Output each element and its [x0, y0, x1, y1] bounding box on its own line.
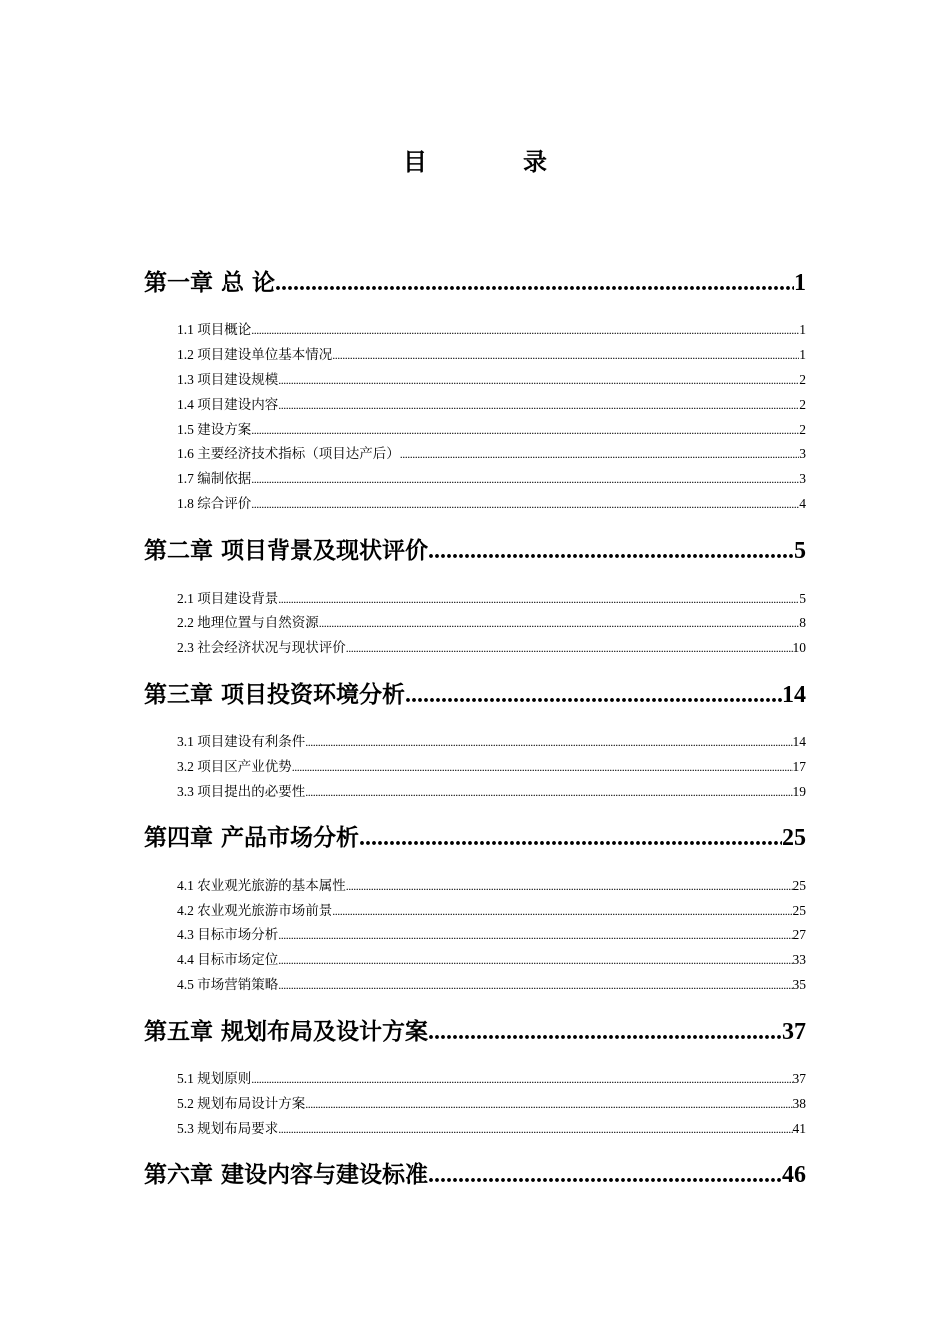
dot-leader: [405, 680, 782, 710]
toc-page-number: 35: [792, 977, 806, 992]
dot-leader: [305, 733, 792, 751]
toc-chapter-label: 第一章 总 论: [144, 270, 276, 296]
toc-chapter-6[interactable]: [144, 1160, 806, 1190]
toc-section-3-2[interactable]: [177, 758, 806, 776]
toc-section-2-1[interactable]: [177, 590, 806, 608]
toc-section-label: 1.5 建设方案: [177, 422, 252, 437]
dot-leader: [400, 445, 800, 463]
toc-section-label: 1.2 项目建设单位基本情况: [177, 347, 333, 362]
toc-section-3-3[interactable]: [177, 783, 806, 801]
dot-leader: [428, 536, 794, 566]
toc-section-1-6[interactable]: [177, 445, 806, 463]
dot-leader: [251, 470, 799, 488]
toc-section-label: 5.1 规划原则: [177, 1071, 252, 1086]
toc-section-label: 1.1 项目概论: [177, 322, 252, 337]
toc-section-4-5[interactable]: [177, 976, 806, 994]
toc-section-5-1[interactable]: [177, 1070, 806, 1088]
toc-section-3-1[interactable]: [177, 733, 806, 751]
dot-leader: [278, 371, 799, 389]
toc-chapter-5[interactable]: [144, 1017, 806, 1047]
toc-page-number: 8: [799, 615, 806, 630]
toc-section-4-1[interactable]: [177, 877, 806, 895]
dot-leader: [428, 1017, 782, 1047]
toc-page-number: 25: [792, 878, 806, 893]
toc-page-number: 37: [782, 1019, 806, 1045]
toc-section-label: 2.2 地理位置与自然资源: [177, 615, 319, 630]
toc-page-number: 10: [792, 640, 806, 655]
toc-page-number: 27: [792, 927, 806, 942]
toc-page-number: 2: [799, 372, 806, 387]
toc-section-1-2[interactable]: [177, 346, 806, 364]
toc-section-2-2[interactable]: [177, 614, 806, 632]
dot-leader: [346, 639, 793, 657]
toc-page-number: 37: [792, 1071, 806, 1086]
toc-section-2-3[interactable]: [177, 639, 806, 657]
toc-page-number: 2: [799, 422, 806, 437]
dot-leader: [305, 1095, 792, 1113]
toc-section-label: 4.2 农业观光旅游市场前景: [177, 903, 333, 918]
toc-page-number: 17: [792, 759, 806, 774]
dot-leader: [278, 1120, 792, 1138]
toc-section-5-2[interactable]: [177, 1095, 806, 1113]
toc-section-1-3[interactable]: [177, 371, 806, 389]
toc-page-number: 25: [792, 903, 806, 918]
toc-section-label: 2.1 项目建设背景: [177, 591, 279, 606]
toc-chapter-1[interactable]: [144, 268, 806, 298]
toc-page-number: 46: [782, 1162, 806, 1188]
toc-chapter-label: 第六章 建设内容与建设标准: [144, 1162, 429, 1188]
dot-leader: [278, 396, 799, 414]
toc-chapter-label: 第二章 项目背景及现状评价: [144, 538, 429, 564]
toc-page-number: 5: [794, 538, 806, 564]
dot-leader: [332, 346, 799, 364]
toc-section-label: 4.1 农业观光旅游的基本属性: [177, 878, 346, 893]
toc-section-label: 4.5 市场营销策略: [177, 977, 279, 992]
toc-page-number: 41: [792, 1121, 806, 1136]
dot-leader: [275, 268, 794, 298]
toc-chapter-label: 第五章 规划布局及设计方案: [144, 1019, 429, 1045]
toc-section-label: 3.3 项目提出的必要性: [177, 784, 306, 799]
toc-page-number: 2: [799, 397, 806, 412]
toc-page-number: 3: [799, 446, 806, 461]
toc-section-label: 2.3 社会经济状况与现状评价: [177, 640, 346, 655]
toc-page-number: 5: [799, 591, 806, 606]
dot-leader: [319, 614, 800, 632]
toc-section-label: 5.2 规划布局设计方案: [177, 1096, 306, 1111]
toc-chapter-label: 第四章 产品市场分析: [144, 825, 360, 851]
toc-section-4-2[interactable]: [177, 902, 806, 920]
toc-title: 目 录: [403, 148, 583, 176]
toc-section-label: 4.3 目标市场分析: [177, 927, 279, 942]
toc-section-label: 3.1 项目建设有利条件: [177, 734, 306, 749]
dot-leader: [251, 495, 799, 513]
dot-leader: [346, 877, 793, 895]
dot-leader: [251, 1070, 792, 1088]
toc-section-label: 1.8 综合评价: [177, 496, 252, 511]
dot-leader: [278, 951, 792, 969]
toc-section-label: 1.4 项目建设内容: [177, 397, 279, 412]
toc-section-label: 4.4 目标市场定位: [177, 952, 279, 967]
toc-section-1-5[interactable]: [177, 421, 806, 439]
toc-section-1-8[interactable]: [177, 495, 806, 513]
toc-page-number: 3: [799, 471, 806, 486]
toc-page-number: 4: [799, 496, 806, 511]
dot-leader: [278, 926, 792, 944]
toc-page-number: 19: [792, 784, 806, 799]
toc-page-number: 1: [799, 322, 806, 337]
toc-page-number: 1: [799, 347, 806, 362]
toc-chapter-4[interactable]: [144, 823, 806, 853]
dot-leader: [305, 783, 792, 801]
dot-leader: [359, 823, 782, 853]
toc-page-number: 38: [792, 1096, 806, 1111]
toc-chapter-2[interactable]: [144, 536, 806, 566]
toc-section-1-1[interactable]: [177, 321, 806, 339]
toc-page-number: 14: [782, 682, 806, 708]
toc-section-label: 1.3 项目建设规模: [177, 372, 279, 387]
dot-leader: [251, 321, 799, 339]
toc-section-label: 1.6 主要经济技术指标（项目达产后）: [177, 446, 400, 461]
dot-leader: [278, 976, 792, 994]
dot-leader: [278, 590, 799, 608]
toc-section-5-3[interactable]: [177, 1120, 806, 1138]
toc-page-number: 25: [782, 825, 806, 851]
toc-chapter-label: 第三章 项目投资环境分析: [144, 682, 406, 708]
toc-page-number: 1: [794, 270, 806, 296]
dot-leader: [292, 758, 793, 776]
toc-section-4-4[interactable]: [177, 951, 806, 969]
dot-leader: [428, 1160, 782, 1190]
toc-section-4-3[interactable]: [177, 926, 806, 944]
toc-section-label: 3.2 项目区产业优势: [177, 759, 292, 774]
toc-chapter-3[interactable]: [144, 680, 806, 710]
toc-section-label: 1.7 编制依据: [177, 471, 252, 486]
toc-section-label: 5.3 规划布局要求: [177, 1121, 279, 1136]
toc-page-number: 33: [792, 952, 806, 967]
toc-section-1-7[interactable]: [177, 470, 806, 488]
toc-section-1-4[interactable]: [177, 396, 806, 414]
toc-page-number: 14: [792, 734, 806, 749]
dot-leader: [251, 421, 799, 439]
dot-leader: [332, 902, 792, 920]
